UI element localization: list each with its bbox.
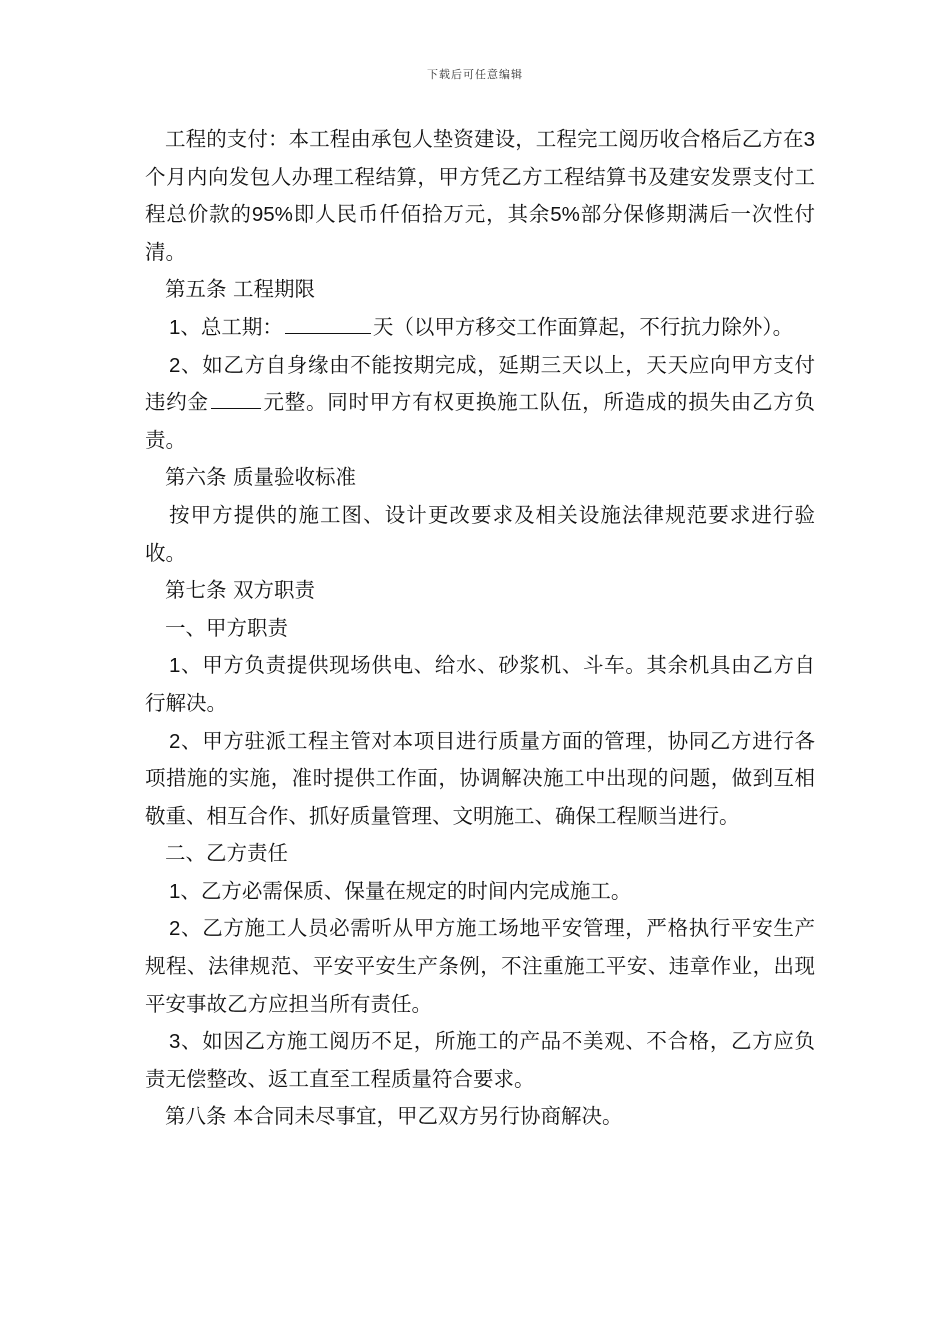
text-run: 元整。同时甲方有权更换施工队伍，所造成的损失由乙方负责。: [145, 390, 816, 452]
paragraph-b1: [145, 873, 815, 911]
paragraph-a2: [145, 723, 815, 836]
page-header: 下载后可任意编辑: [427, 68, 523, 81]
text-run: 、甲方驻派工程主管对本项目进行质量方面的管理，协同乙方进行各项措施的实施，准时提供工作面，协调解决施工中出现的问题，做到互相敬重、相互合作、抓好质量管理、文明施工、确保工程顺当进行。: [145, 728, 815, 828]
section-title-6: 第六条 质量验收标准: [165, 465, 357, 490]
section-title-5: 第五条 工程期限: [165, 277, 316, 302]
text-run: 、乙方施工人员必需听从甲方施工场地平安管理，严格执行平安生产规程、法律规范、平安平安生产条例，不注重施工平安、违章作业，出现平安事故乙方应担当所有责任。: [145, 916, 815, 1016]
item-number: 2: [169, 917, 181, 941]
item-number: 1: [169, 315, 181, 339]
paragraph-duration: [145, 309, 815, 347]
item-number: 1: [169, 879, 181, 903]
paragraph-penalty: [145, 347, 815, 460]
subheading-party-a: 一、甲方职责: [165, 615, 288, 640]
item-number: 3: [169, 1030, 181, 1054]
text-run: 、乙方必需保质、保量在规定的时间内完成施工。: [180, 878, 632, 903]
text-run: 天（以甲方移交工作面算起，不行抗力除外）。: [372, 314, 794, 339]
item-number: 2: [169, 729, 181, 753]
section-title-7: 第七条 双方职责: [165, 578, 316, 603]
paragraph-acceptance: 按甲方提供的施工图、设计更改要求及相关设施法律规范要求进行验收。: [145, 502, 815, 565]
subheading-party-b: 二、乙方责任: [165, 841, 288, 866]
text-run: 部分保修期满后一次性付清。: [145, 202, 816, 264]
paragraph-a1: [145, 647, 815, 722]
fill-blank: [211, 390, 261, 409]
item-number: 1: [169, 654, 181, 678]
paragraph-b3: [145, 1023, 815, 1098]
fill-blank: [285, 315, 371, 334]
number-run: 95%: [251, 203, 293, 227]
number-run: 5%: [550, 203, 580, 227]
text-run: 、总工期：: [180, 314, 283, 339]
text-run: 、甲方负责提供现场供电、给水、砂浆机、斗车。其余机具由乙方自行解决。: [145, 653, 815, 715]
text-run: 工程的支付：本工程由承包人垫资建设，工程完工阅历收合格后乙方在: [165, 127, 804, 151]
text-run: 个月内向发包人办理工程结算，甲方凭乙方工程结算书及建安发票支付工程总价款的: [145, 164, 815, 227]
text-run: 即人民币仟佰拾万元，其余: [292, 202, 551, 227]
section-title-8: 第八条 本合同未尽事宜，甲乙双方另行协商解决。: [165, 1104, 623, 1129]
number-run: 3: [803, 128, 815, 151]
paragraph-payment: [145, 121, 815, 271]
item-number: 2: [169, 353, 181, 377]
document-body: [145, 121, 815, 1136]
text-run: 、如乙方自身缘由不能按期完成，延期三天以上，天天应向甲方支付违约金: [145, 352, 815, 415]
paragraph-b2: [145, 910, 815, 1023]
text-run: 、如因乙方施工阅历不足，所施工的产品不美观、不合格，乙方应负责无偿整改、返工直至工程质量符合要求。: [145, 1029, 815, 1091]
